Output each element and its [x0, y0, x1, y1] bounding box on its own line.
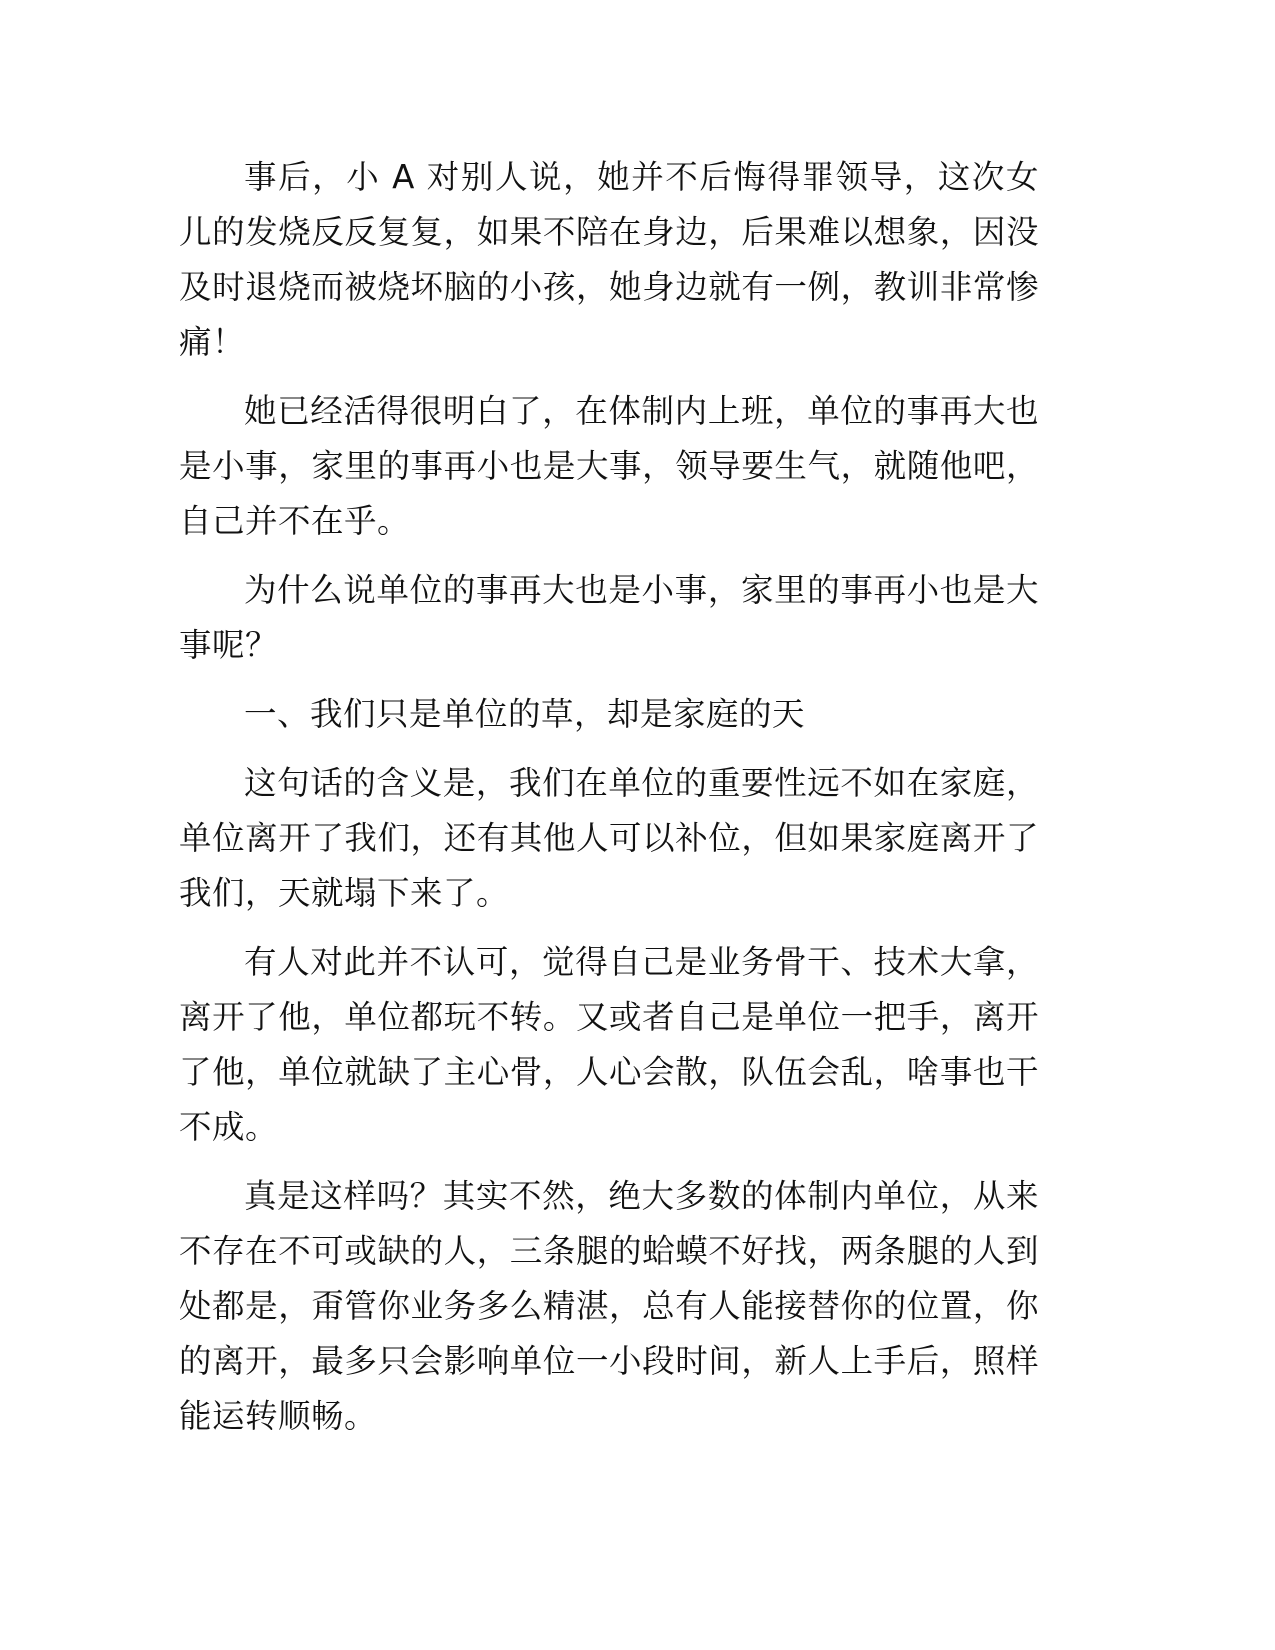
- section-heading-one: 一、我们只是单位的草，却是家庭的天: [244, 695, 806, 733]
- document-body: [179, 150, 1039, 1458]
- paragraph-rebuttal: 真是这样吗？其实不然，绝大多数的体制内单位，从来不存在不可或缺的人，三条腿的蛤蟆不好找，两条腿的人到处都是，甭管你业务多么精湛，总有人能接替你的位置，你的离开，最多只会影响单位一小段时间，新人上手后，照样能运转顺畅。: [179, 1177, 1039, 1435]
- paragraph-disagreement: 有人对此并不认可，觉得自己是业务骨干、技术大拿，离开了他，单位都玩不转。又或者自己是单位一把手，离开了他，单位就缺了主心骨，人心会散，队伍会乱，啥事也干不成。: [179, 943, 1039, 1146]
- paragraph-question: 为什么说单位的事再大也是小事，家里的事再小也是大事呢？: [179, 571, 1039, 664]
- paragraph-clear-minded: 她已经活得很明白了，在体制内上班，单位的事再大也是小事，家里的事再小也是大事，领导要生气，就随他吧，自己并不在乎。: [179, 392, 1039, 540]
- paragraph-meaning: 这句话的含义是，我们在单位的重要性远不如在家庭，单位离开了我们，还有其他人可以补位，但如果家庭离开了我们，天就塌下来了。: [179, 764, 1039, 912]
- paragraph-aftermath: 事后，小 A 对别人说，她并不后悔得罪领导，这次女儿的发烧反反复复，如果不陪在身边，后果难以想象，因没及时退烧而被烧坏脑的小孩，她身边就有一例，教训非常惨痛！: [179, 158, 1039, 361]
